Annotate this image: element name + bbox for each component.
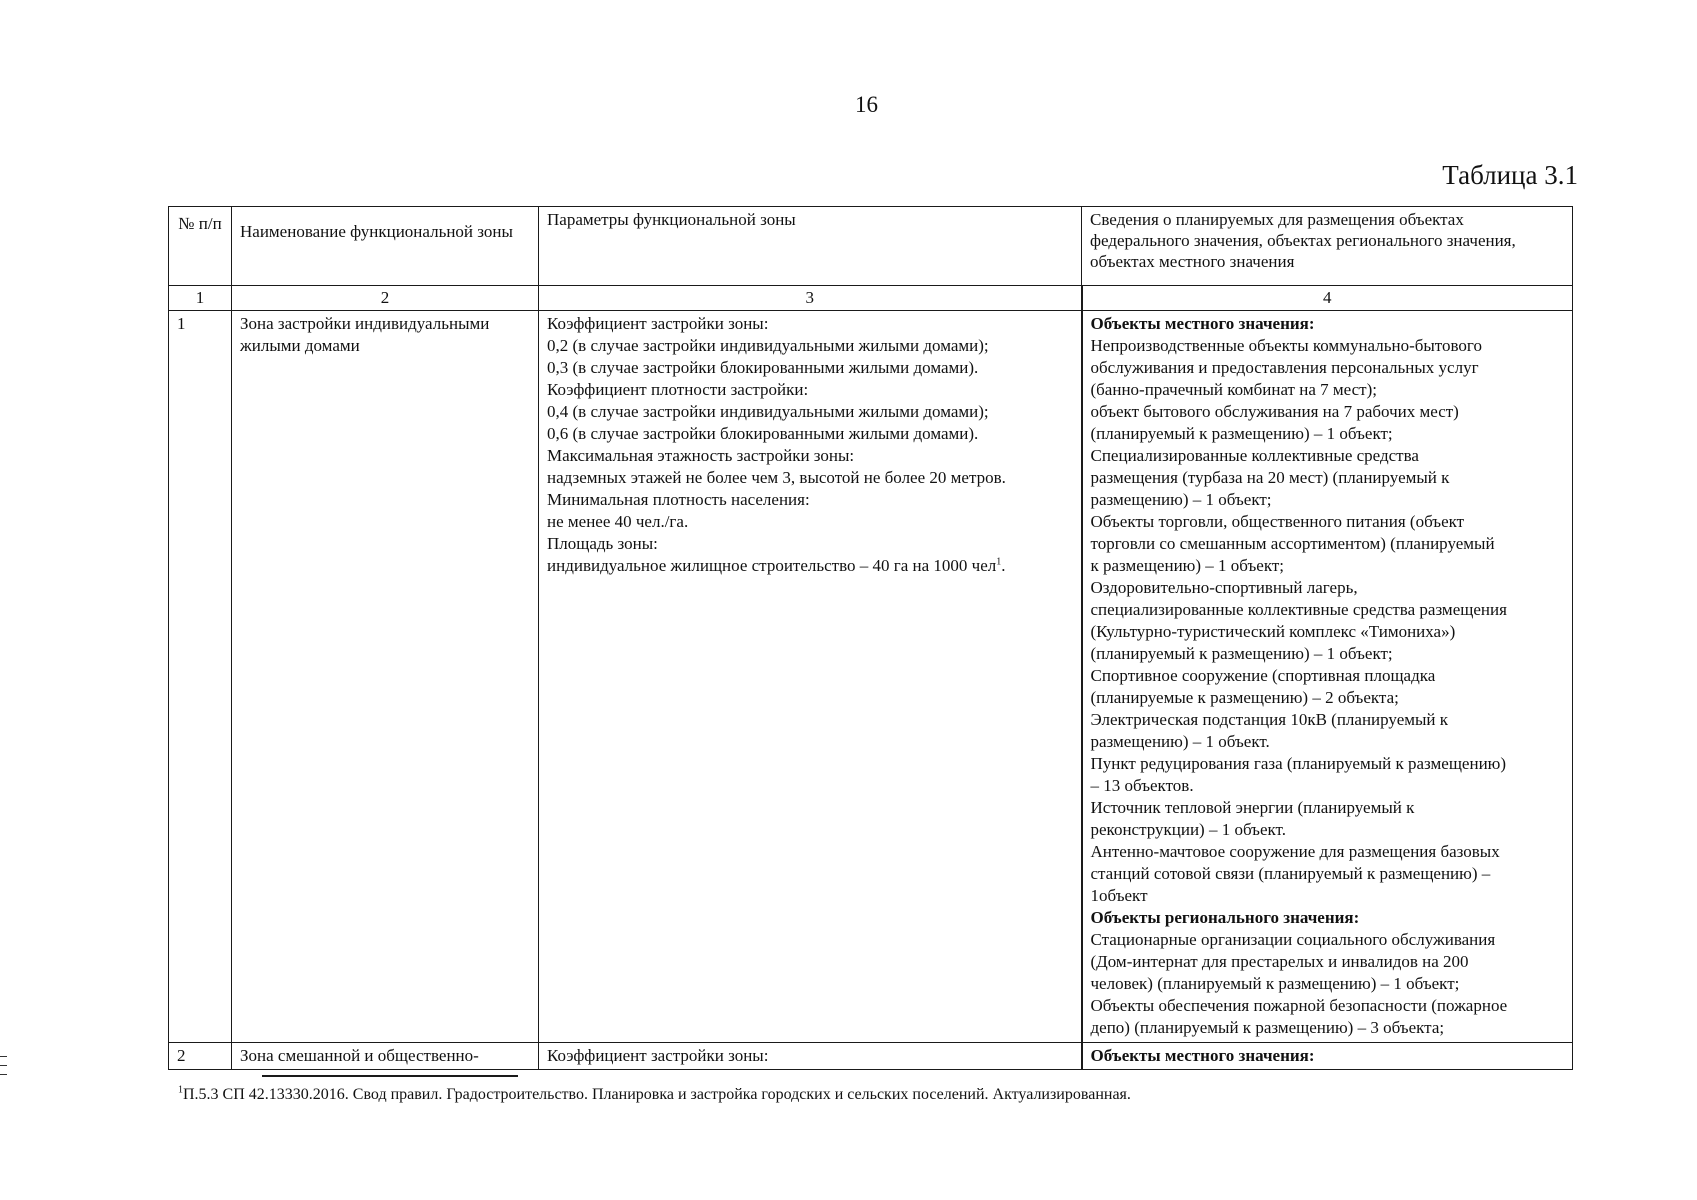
table-row	[169, 1043, 1573, 1070]
local-object-line: Оздоровительно-спортивный лагерь,	[1090, 578, 1358, 597]
local-object-line: 1объект	[1090, 886, 1148, 905]
header-number: № п/п	[169, 207, 232, 286]
zone-params: Коэффициент застройки зоны:	[539, 1043, 1082, 1070]
regional-object-line: Объекты обеспечения пожарной безопасности (пожарное	[1090, 996, 1508, 1015]
params-line-end: .	[1001, 556, 1006, 575]
local-object-line: размещению) – 1 объект.	[1090, 732, 1270, 751]
local-object-line: размещению) – 1 объект;	[1090, 490, 1272, 509]
local-object-line: станций сотовой связи (планируемый к размещению) –	[1090, 864, 1491, 883]
local-object-line: (Культурно-туристический комплекс «Тимониха»)	[1090, 622, 1456, 641]
local-objects-heading: Объекты местного значения:	[1090, 314, 1315, 333]
header-zone-params: Параметры функциональной зоны	[539, 207, 1082, 286]
row-number: 2	[169, 1043, 232, 1070]
local-object-line: специализированные коллективные средства размещения	[1090, 600, 1507, 619]
params-line: 0,4 (в случае застройки индивидуальными жилыми домами);	[547, 402, 989, 421]
local-object-line: (планируемые к размещению) – 2 объекта;	[1090, 688, 1399, 707]
regional-object-line: Стационарные организации социального обслуживания	[1090, 930, 1496, 949]
params-line: Площадь зоны:	[547, 534, 658, 553]
regional-object-line: (Дом-интернат для престарелых и инвалидов на 200	[1090, 952, 1469, 971]
local-object-line: объект бытового обслуживания на 7 рабочих мест)	[1090, 402, 1459, 421]
local-object-line: (планируемый к размещению) – 1 объект;	[1090, 424, 1393, 443]
footnote	[178, 1086, 1131, 1104]
column-number: 1	[169, 286, 232, 311]
column-number: 4	[1082, 286, 1573, 311]
local-object-line: к размещению) – 1 объект;	[1090, 556, 1285, 575]
scan-margin-marks	[0, 1056, 7, 1083]
table-label: Таблица 3.1	[1442, 160, 1578, 190]
params-line: 0,3 (в случае застройки блокированными жилыми домами).	[547, 358, 979, 377]
local-object-line: Специализированные коллективные средства	[1090, 446, 1419, 465]
local-object-line: торговли со смешанным ассортиментом) (планируемый	[1090, 534, 1495, 553]
local-object-line: размещения (турбаза на 20 мест) (планируемый к	[1090, 468, 1450, 487]
local-object-line: реконструкции) – 1 объект.	[1090, 820, 1286, 839]
margin-mark	[0, 1065, 7, 1066]
local-object-line: Объекты торговли, общественного питания (объект	[1090, 512, 1465, 531]
regional-object-line: депо) (планируемый к размещению) – 3 объекта;	[1090, 1018, 1445, 1037]
header-zone-name: Наименование функциональной зоны	[232, 207, 539, 286]
params-line: не менее 40 чел./га.	[547, 512, 689, 531]
local-object-line: (планируемый к размещению) – 1 объект;	[1090, 644, 1393, 663]
params-line: Коэффициент плотности застройки:	[547, 380, 809, 399]
local-objects-list	[1091, 335, 1565, 907]
local-object-line: Спортивное сооружение (спортивная площадка	[1090, 666, 1436, 685]
zone-name	[232, 311, 539, 1043]
params-line: Минимальная плотность населения:	[547, 490, 810, 509]
params-line: 0,6 (в случае застройки блокированными жилыми домами).	[547, 424, 979, 443]
zone-name-line: Зона застройки индивидуальными	[240, 314, 490, 333]
column-number: 3	[539, 286, 1082, 311]
local-object-line: Источник тепловой энергии (планируемый к	[1090, 798, 1415, 817]
zones-table	[168, 206, 1573, 1070]
regional-objects-list	[1091, 929, 1565, 1039]
footnote-separator	[262, 1075, 518, 1077]
column-number: 2	[232, 286, 539, 311]
local-objects-heading: Объекты местного значения:	[1082, 1043, 1573, 1070]
zone-name: Зона смешанной и общественно-	[232, 1043, 539, 1070]
params-line: Максимальная этажность застройки зоны:	[547, 446, 855, 465]
local-object-line: обслуживания и предоставления персональных услуг	[1090, 358, 1479, 377]
params-line: Коэффициент застройки зоны:	[547, 314, 769, 333]
local-object-line: – 13 объектов.	[1090, 776, 1194, 795]
local-object-line: Электрическая подстанция 10кВ (планируемый к	[1090, 710, 1449, 729]
margin-mark	[0, 1074, 7, 1075]
header-planned-objects: Сведения о планируемых для размещения объектах федерального значения, объектах регионального значения, объектах местного значения	[1082, 207, 1573, 286]
local-object-line: Непроизводственные объекты коммунально-бытового	[1090, 336, 1482, 355]
params-line	[547, 555, 1073, 577]
regional-objects-heading: Объекты регионального значения:	[1090, 908, 1360, 927]
table-row	[169, 311, 1573, 1043]
local-object-line: Пункт редуцирования газа (планируемый к размещению)	[1090, 754, 1507, 773]
params-list	[547, 313, 1073, 555]
footnote-marker: 1	[178, 1084, 183, 1096]
margin-mark	[0, 1056, 7, 1057]
local-object-line: (банно-прачечный комбинат на 7 мест);	[1090, 380, 1377, 399]
footnote-text: П.5.3 СП 42.13330.2016. Свод правил. Градостроительство. Планировка и застройка городских и сельских поселений. Актуализированная.	[183, 1086, 1131, 1103]
row-number: 1	[169, 311, 232, 1043]
params-line: надземных этажей не более чем 3, высотой не более 20 метров.	[547, 468, 1006, 487]
zone-name-line: жилыми домами	[240, 336, 360, 355]
page-number: 16	[855, 92, 878, 117]
params-line-text: индивидуальное жилищное строительство – 40 га на 1000 чел	[547, 556, 997, 575]
zone-params	[539, 311, 1082, 1043]
table-header-row	[169, 207, 1573, 286]
footnote-reference: 1	[996, 556, 1002, 568]
local-object-line: Антенно-мачтовое сооружение для размещения базовых	[1090, 842, 1500, 861]
regional-object-line: человек) (планируемый к размещению) – 1 объект;	[1090, 974, 1460, 993]
params-line: 0,2 (в случае застройки индивидуальными жилыми домами);	[547, 336, 989, 355]
planned-objects	[1082, 311, 1573, 1043]
column-number-row	[169, 286, 1573, 311]
